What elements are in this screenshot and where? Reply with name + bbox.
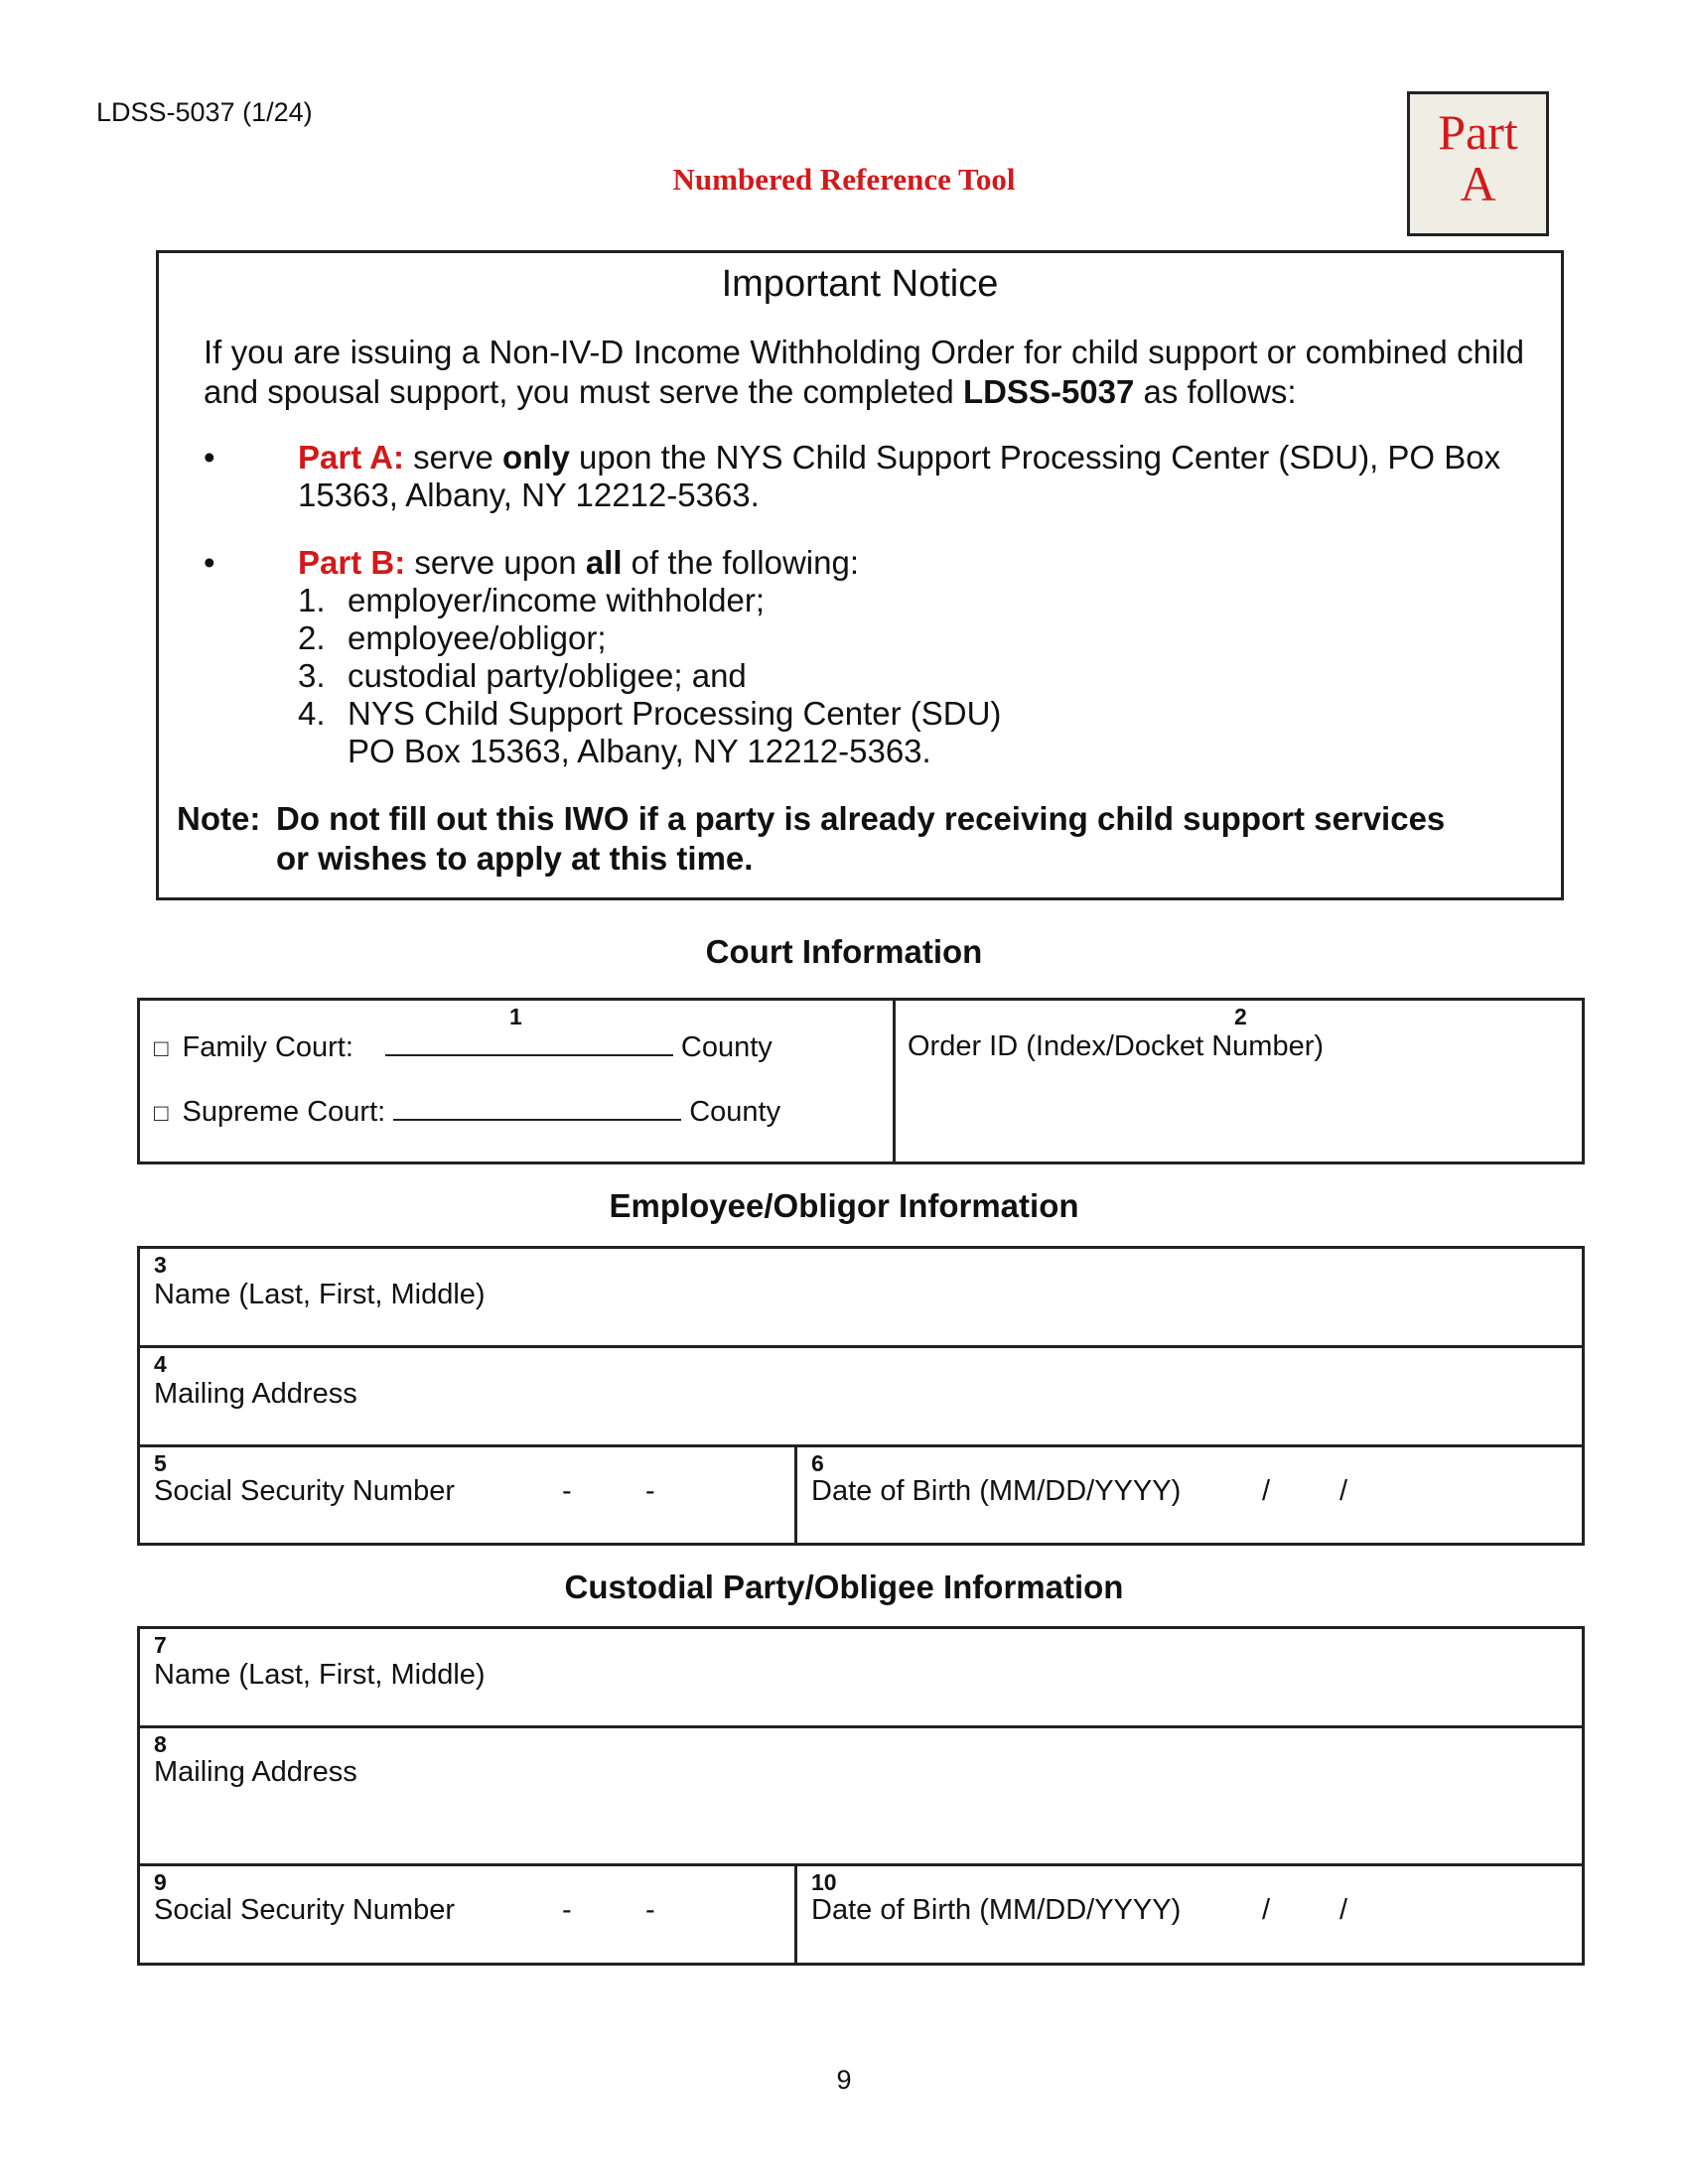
custodial-address-field[interactable]: Mailing Address: [154, 1756, 357, 1788]
dob-slash: /: [1339, 1475, 1348, 1507]
list-item: 2. employee/obligor;: [298, 619, 607, 656]
part-badge-line1: Part: [1438, 104, 1518, 160]
family-court-label: Family Court:: [182, 1031, 353, 1063]
only-emphasis: only: [502, 439, 570, 476]
row-divider: [140, 1725, 1582, 1728]
field-number-6: 6: [811, 1450, 824, 1476]
court-info-title: Court Information: [705, 933, 983, 970]
part-b-text: Part B: serve upon all of the following:: [298, 544, 859, 581]
list-item: 4. NYS Child Support Processing Center (SDU): [298, 695, 1002, 732]
field-number-1: 1: [509, 1004, 522, 1029]
part-a-bullet: [204, 439, 1524, 518]
family-court-checkbox[interactable]: □: [154, 1035, 169, 1062]
row-divider: [140, 1345, 1582, 1348]
list-item-continuation: PO Box 15363, Albany, NY 12212-5363.: [348, 733, 931, 769]
field-number-5: 5: [154, 1450, 167, 1476]
field-number-9: 9: [154, 1869, 167, 1895]
all-emphasis: all: [585, 544, 623, 581]
note-body: Do not fill out this IWO if a party is already receiving child support services or wishes to apply at this time.: [276, 800, 1446, 877]
row-divider: [140, 1444, 1582, 1447]
row-divider: [140, 1863, 1582, 1866]
field-number-10: 10: [811, 1869, 837, 1895]
supreme-court-label: Supreme Court:: [182, 1096, 386, 1128]
recipient-list: [298, 582, 1002, 770]
part-a-label: Part A:: [298, 439, 404, 476]
ssn-dash: -: [562, 1475, 572, 1507]
list-item: 3. custodial party/obligee; and: [298, 657, 747, 694]
dob-slash: /: [1262, 1894, 1271, 1926]
part-badge: [1407, 91, 1549, 236]
custodial-info-table: [137, 1626, 1585, 1966]
part-b-label: Part B:: [298, 544, 406, 581]
bullet-icon: •: [204, 439, 215, 476]
intro-text-end: as follows:: [1134, 373, 1297, 410]
dob-slash: /: [1339, 1894, 1348, 1926]
page-number: 9: [836, 2065, 852, 2095]
custodial-ssn-field[interactable]: Social Security Number: [154, 1894, 455, 1926]
supreme-county-field[interactable]: [393, 1095, 681, 1121]
ssn-dash: -: [562, 1894, 572, 1926]
custodial-info-title: Custodial Party/Obligee Information: [564, 1569, 1124, 1605]
field-number-8: 8: [154, 1731, 167, 1757]
county-label: County: [680, 1031, 773, 1063]
family-court-row: [154, 1030, 773, 1064]
column-divider: [893, 1001, 896, 1161]
employee-info-table: [137, 1246, 1585, 1546]
supreme-court-row: [154, 1095, 780, 1129]
notice-intro: [204, 333, 1524, 412]
court-info-table: [137, 998, 1585, 1164]
county-label: County: [689, 1096, 781, 1128]
tool-title: Numbered Reference Tool: [672, 162, 1016, 197]
notice-title: Important Notice: [721, 263, 999, 305]
employee-name-field[interactable]: Name (Last, First, Middle): [154, 1279, 486, 1310]
form-number: LDSS-5037: [962, 373, 1135, 410]
employee-address-field[interactable]: Mailing Address: [154, 1378, 357, 1410]
part-badge-line2: A: [1460, 156, 1496, 211]
note-label: Note:: [177, 800, 261, 837]
field-number-4: 4: [154, 1351, 167, 1377]
part-a-text: Part A: serve only upon the NYS Child Support Processing Center (SDU), PO Box 15363, Albany, NY 12212-5363.: [298, 439, 1501, 513]
field-number-3: 3: [154, 1252, 167, 1278]
employee-dob-field[interactable]: Date of Birth (MM/DD/YYYY): [811, 1475, 1182, 1507]
field-number-2: 2: [1234, 1004, 1247, 1029]
supreme-court-checkbox[interactable]: □: [154, 1100, 169, 1127]
column-divider: [794, 1444, 797, 1543]
important-notice-box: [156, 250, 1564, 900]
bullet-icon: •: [204, 544, 215, 581]
family-county-field[interactable]: [385, 1030, 673, 1056]
ssn-dash: -: [645, 1475, 655, 1507]
column-divider: [794, 1863, 797, 1963]
part-b-bullet: [204, 544, 1524, 772]
list-item: 1. employer/income withholder;: [298, 582, 766, 618]
custodial-name-field[interactable]: Name (Last, First, Middle): [154, 1659, 486, 1691]
field-number-7: 7: [154, 1632, 167, 1658]
order-id-field[interactable]: Order ID (Index/Docket Number): [908, 1030, 1325, 1062]
custodial-dob-field[interactable]: Date of Birth (MM/DD/YYYY): [811, 1894, 1182, 1926]
employee-info-title: Employee/Obligor Information: [609, 1187, 1079, 1224]
intro-text: If you are issuing a Non-IV-D Income Withholding Order for child support or combined child and spousal support, you must serve the completed: [204, 334, 1524, 410]
dob-slash: /: [1262, 1475, 1271, 1507]
form-id: LDSS-5037 (1/24): [96, 97, 313, 127]
ssn-dash: -: [645, 1894, 655, 1926]
employee-ssn-field[interactable]: Social Security Number: [154, 1475, 455, 1507]
